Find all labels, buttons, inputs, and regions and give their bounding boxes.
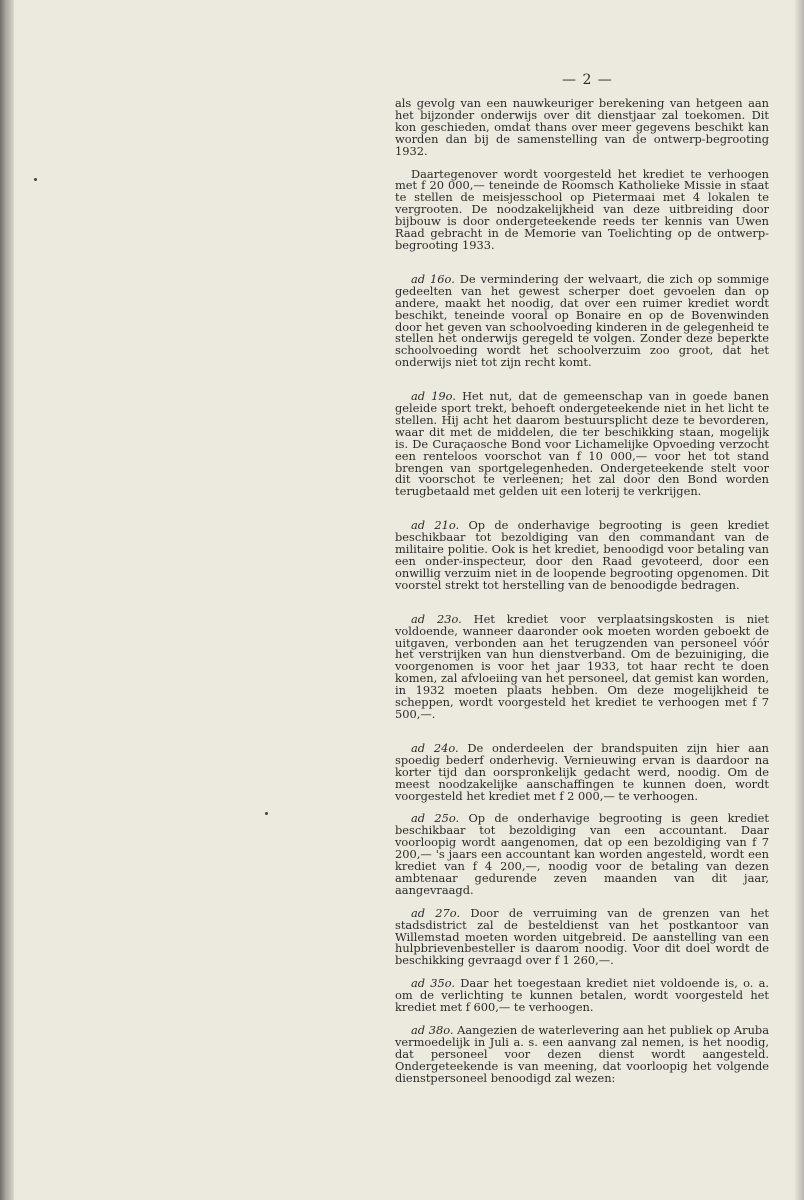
- paragraph-text: Aangezien de waterlevering aan het publiek op Aruba vermoedelijk in Juli a. s. een aanvang zal nemen, is het noodig, dat personeel voor dezen dienst wordt aangesteld. Ondergeteekende is van meening, dat voorloopig het volgende dienstpersoneel benoodigd zal wezen:: [395, 1023, 769, 1085]
- article-ref: ad 19o.: [411, 389, 456, 404]
- paragraph-text: Het krediet voor verplaatsingskosten is niet voldoende, wanneer daaronder ook moeten worden geboekt de uitgaven, verbonden aan het terugzenden van personeel vóór het verstrijken van hun dienstverband. Om de bezuiniging, die voorgenomen is voor het jaar 1933, tot haar recht te doen komen, zal afvloeiing van het personeel, dat gemist kan worden, in 1932 moeten plaats hebben. Om deze mogelijkheid te scheppen, wordt voorgesteld het krediet te verhoogen met f 7 500,—.: [395, 611, 769, 721]
- article-ref: ad 23o.: [411, 611, 462, 626]
- paragraph-ad-23: [395, 611, 769, 721]
- document-body: [395, 98, 769, 1096]
- article-ref: ad 16o.: [411, 271, 455, 286]
- article-ref: ad 27o.: [411, 905, 461, 920]
- paragraph-ad-38: [395, 1025, 769, 1085]
- paragraph-text: Op de onderhavige begrooting is geen krediet beschikbaar tot bezoldiging van een accountant. Daar voorloopig wordt aangenomen, dat op een bezoldiging van f 7 200,— 's jaars een accountant kan worden angesteld, wordt een krediet van f 4 200,—, noodig voor de betaling van dezen ambtenaar gedurende zeven maanden van dit jaar, aangevraagd.: [395, 811, 769, 897]
- paragraph-ad-25: [395, 813, 769, 896]
- paragraph-ad-16: [395, 271, 769, 370]
- paragraph-text: Door de verruiming van de grenzen van het stadsdistrict zal de besteldienst van het postkantoor van Willemstad moeten worden uitgebreid. De aanstelling van een hulpbrievenbesteller is daarom noodig. Voor dit doel wordt de beschikking gevraagd over f 1 260,—.: [395, 905, 769, 968]
- article-ref: ad 25o.: [411, 811, 460, 826]
- paragraph: [395, 98, 769, 158]
- paragraph-ad-35: [395, 978, 769, 1014]
- scan-left-edge: [0, 0, 14, 1200]
- paragraph-text: als gevolg van een nauwkeuriger berekening van hetgeen aan het bijzonder onderwijs over dit dienstjaar zal toekomen. Dit kon geschieden, omdat thans over meer gegevens beschikt kan worden dan bij de samenstelling van de ontwerp-begrooting 1932.: [395, 96, 769, 158]
- paragraph-ad-27: [395, 905, 769, 968]
- paragraph-text: De vermindering der welvaart, die zich op sommige gedeelten van het gewest scherper doet gevoelen dan op andere, maakt het noodig, dat over een ruimer krediet wordt beschikt, teneinde vooral op Bonaire en op de Bovenwinden door het geven van schoolvoeding kinderen in de gelegenheid te stellen het onderwijs geregeld te volgen. Zonder deze beperkte schoolvoeding wordt het schoolverzuim zoo groot, dat het onderwijs niet tot zijn recht komt.: [395, 271, 769, 370]
- article-ref: ad 24o.: [411, 740, 459, 755]
- article-ref: ad 38o.: [411, 1023, 454, 1037]
- paragraph-text: Daartegenover wordt voorgesteld het krediet te verhoogen met f 20 000,— teneinde de Roomsch Katholieke Missie in staat te stellen de meisjesschool op Pietermaai met 4 lokalen te vergrooten. De noodzakelijkheid van deze uitbreiding door bijbouw is door ondergeteekende reeds ter kennis van Uwen Raad gebracht in de Memorie van Toelichting op de ontwerp-begrooting 1933.: [395, 166, 769, 252]
- paragraph-ad-19: [395, 391, 769, 498]
- scan-speck: [34, 178, 37, 181]
- article-ref: ad 21o.: [411, 518, 460, 533]
- paragraph-ad-21: [395, 520, 769, 591]
- paragraph-text: De onderdeelen der brandspuiten zijn hier aan spoedig bederf onderhevig. Vernieuwing ervan is daardoor na korter tijd dan oorspronkelijk gedacht werd, noodig. Om de meest noodzakelijke aanschaffingen te kunnen doen, wordt voorgesteld het krediet met f 2 000,— te verhoogen.: [395, 740, 769, 803]
- paragraph-text: Daar het toegestaan krediet niet voldoende is, o. a. om de verlichting te kunnen betalen, wordt voorgesteld het krediet met f 600,— te verhoogen.: [395, 976, 769, 1015]
- paragraph-ad-24: [395, 740, 769, 803]
- paragraph-text: Het nut, dat de gemeenschap van in goede banen geleide sport trekt, behoeft ondergeteekende niet in het licht te stellen. Hij acht het daarom bestuursplicht deze te bevorderen, waar dit met de middelen, die ter beschikking staan, mogelijk is. De Curaçaosche Bond voor Lichamelijke Opvoeding verzocht een renteloos voorschot van f 10 000,— voor het tot stand brengen van sportgelegenheden. Ondergeteekende stelt voor dit voorschot te verleenen; het zal door den Bond worden terugbetaald met gelden uit een loterij te verkrijgen.: [395, 389, 769, 499]
- scan-speck: [265, 812, 268, 815]
- scan-right-edge: [794, 0, 804, 1200]
- page-number: — 2 —: [562, 72, 613, 88]
- paragraph: [395, 166, 769, 252]
- article-ref: ad 35o.: [411, 976, 456, 991]
- paragraph-text: Op de onderhavige begrooting is geen krediet beschikbaar tot bezoldiging van den commandant van de militaire politie. Ook is het krediet, benoodigd voor betaling van een onder-inspecteur, door den Raad gevoteerd, door een onwillig verzuim niet in de loopende begrooting opgenomen. Dit voorstel strekt tot herstelling van de benoodigde bedragen.: [395, 518, 769, 592]
